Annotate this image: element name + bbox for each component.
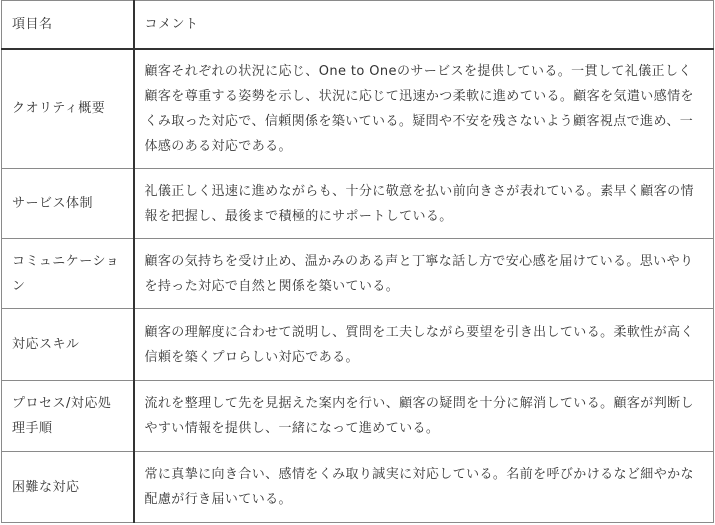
table-header-row — [2, 1, 714, 49]
comment-cell: 顧客それぞれの状況に応じ、One to Oneのサービスを提供している。一貫して礼儀正しく顧客を尊重する姿勢を示し、状況に応じて迅速かつ柔軟に進めている。顧客を気遣い感情をくみ取った対応で、信頼関係を築いている。疑問や不安を残さないよう顧客視点で進め、一体感のある対応である。 — [134, 49, 714, 169]
comment-header: コメント — [134, 1, 714, 49]
comment-cell: 顧客の気持ちを受け止め、温かみのある声と丁寧な話し方で安心感を届けている。思いやりを持った対応で自然と関係を築いている。 — [134, 239, 714, 309]
item-name-header: 項目名 — [2, 1, 134, 49]
table-row — [2, 169, 714, 239]
item-name-cell: コミュニケーション — [2, 239, 134, 309]
table-row — [2, 239, 714, 309]
comment-cell: 礼儀正しく迅速に進めながらも、十分に敬意を払い前向きさが表れている。素早く顧客の情報を把握し、最後まで積極的にサポートしている。 — [134, 169, 714, 239]
table-row — [2, 49, 714, 169]
evaluation-table — [1, 0, 714, 523]
table-row — [2, 309, 714, 381]
table-row — [2, 452, 714, 523]
item-name-cell: 困難な対応 — [2, 452, 134, 523]
comment-cell: 顧客の理解度に合わせて説明し、質問を工夫しながら要望を引き出している。柔軟性が高く信頼を築くプロらしい対応である。 — [134, 309, 714, 381]
comment-cell: 常に真摯に向き合い、感情をくみ取り誠実に対応している。名前を呼びかけるなど細やかな配慮が行き届いている。 — [134, 452, 714, 523]
table-row — [2, 381, 714, 452]
item-name-cell: 対応スキル — [2, 309, 134, 381]
comment-cell: 流れを整理して先を見据えた案内を行い、顧客の疑問を十分に解消している。顧客が判断しやすい情報を提供し、一緒になって進めている。 — [134, 381, 714, 452]
item-name-cell: クオリティ概要 — [2, 49, 134, 169]
item-name-cell: サービス体制 — [2, 169, 134, 239]
item-name-cell: プロセス/対応処理手順 — [2, 381, 134, 452]
